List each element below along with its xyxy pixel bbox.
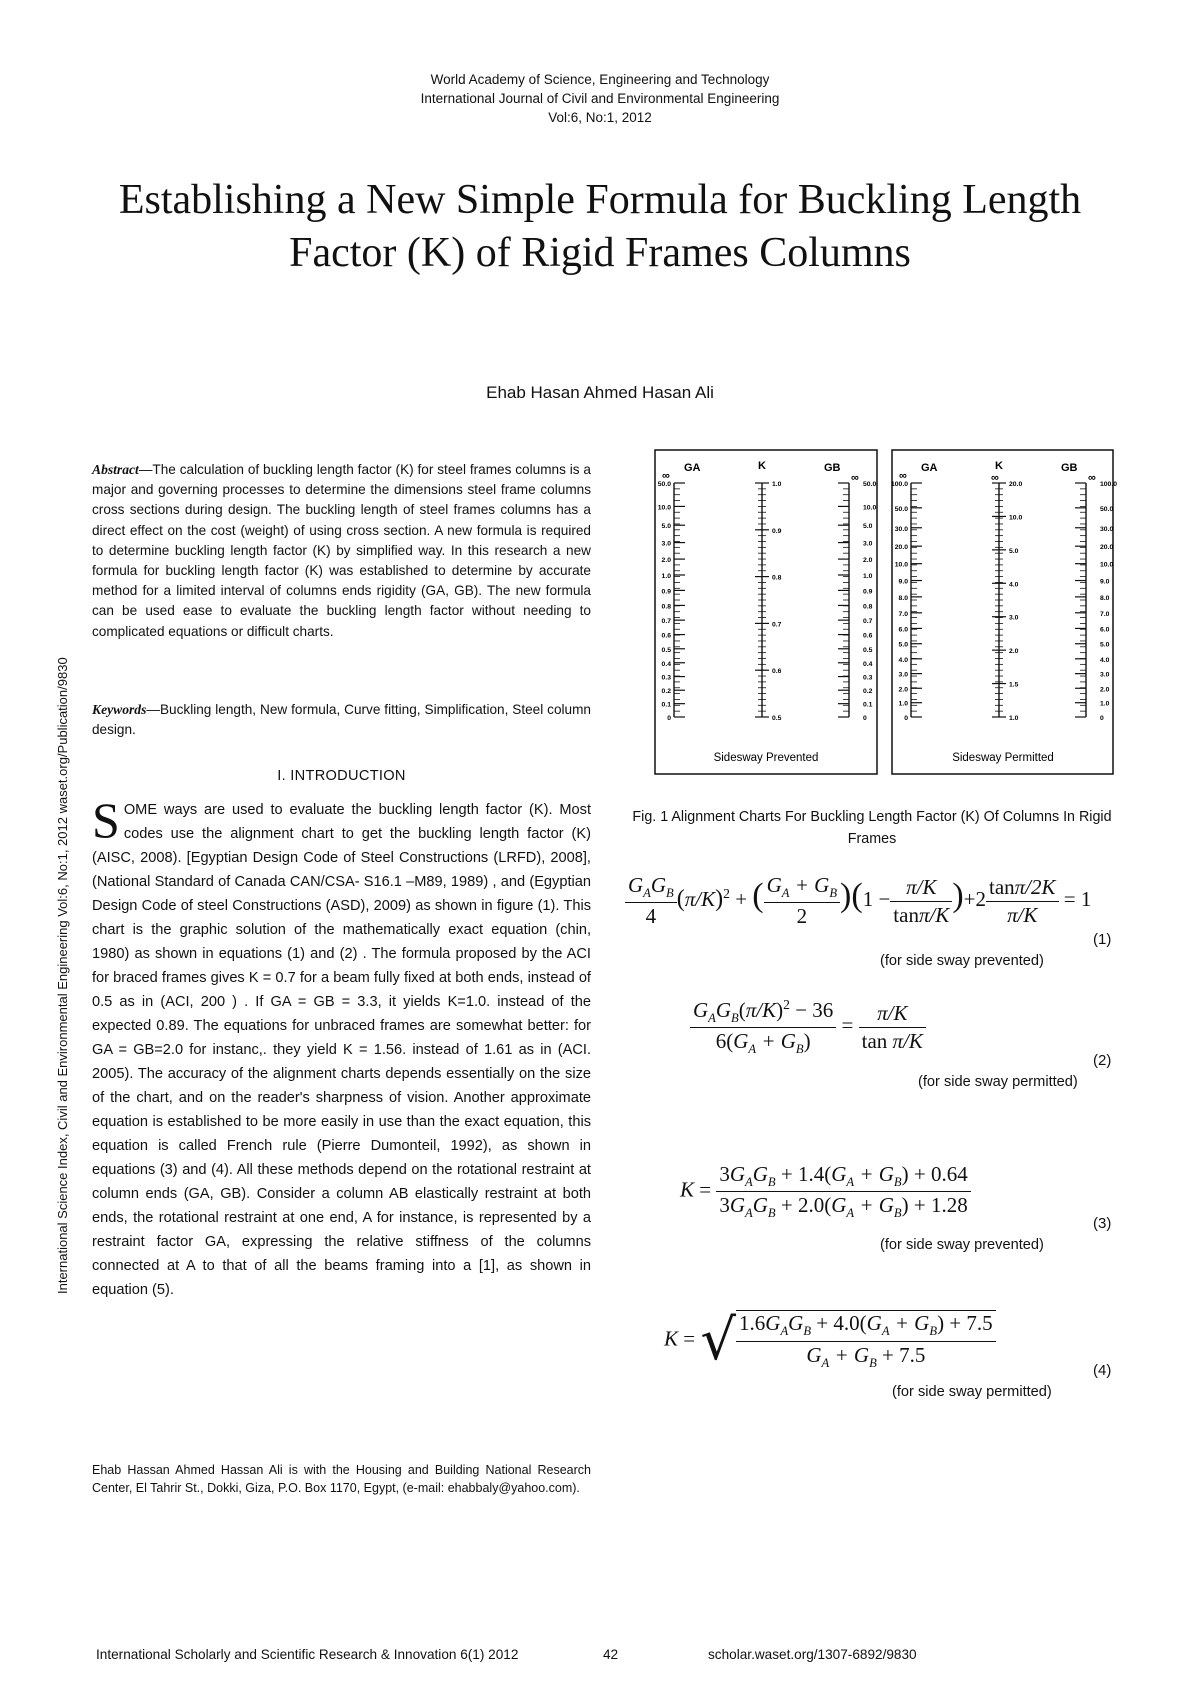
chartL-gb-tick-label: 3.0	[863, 540, 873, 548]
chartL-ga-tick-label: 0.8	[661, 603, 671, 611]
chartL-gb-tick-label: 10.0	[863, 504, 877, 512]
equation-2-condition: (for side sway permitted)	[918, 1074, 1078, 1090]
equation-4-condition: (for side sway permitted)	[892, 1384, 1052, 1400]
chartR-gb-tick-label: 1.0	[1100, 700, 1110, 708]
chartL-ga-tick-label: 0.7	[661, 618, 671, 626]
chartR-ga-tick-label: 10.0	[894, 561, 908, 569]
abstract-label: Abstract	[92, 462, 139, 477]
abstract-text: —The calculation of buckling length factor (K) for steel frames columns is a major and governing processes to determine the dimensions steel frame columns cross sections during design. The buckling length of steel frames columns has a direct effect on the cost (weight) of using cross section. A new formula is required to determine buckling length factor (K) by simplified way. In this research a new formula for buckling length factor (K) was established to determine by accurate method for a limited interval of columns ends rigidity (GA, GB). The new formula can be used ease to evaluate the buckling length factor without needing to complicated equations or difficult charts.	[92, 462, 591, 639]
paper-title: Establishing a New Simple Formula for Buckling Length Factor (K) of Rigid Frames Columns	[118, 177, 1082, 276]
chartR-ga-tick-label: 3.0	[898, 671, 908, 679]
chartL-ga-tick-label: 5.0	[661, 523, 671, 531]
equation-1-number: (1)	[1093, 931, 1112, 948]
equation-3-condition: (for side sway prevented)	[880, 1237, 1044, 1253]
chartR-ga-tick-label: 5.0	[898, 641, 908, 649]
chartR-gb-tick-label: 7.0	[1100, 610, 1110, 618]
chartL-gb-tick-label: 5.0	[863, 523, 873, 531]
chartR-ga-tick-label: 6.0	[898, 626, 908, 634]
chartR-k-tick-label: 1.5	[1009, 681, 1019, 689]
chartR-gb-tick-label: 6.0	[1100, 626, 1110, 634]
chartL-ga-tick-label: 50.0	[657, 481, 671, 488]
chartL-ga-inf: ∞	[662, 470, 670, 482]
chartL-k-tick-label: 0.8	[772, 574, 782, 582]
keywords	[92, 700, 591, 740]
page-number: 42	[603, 1647, 619, 1662]
chartR-ga-tick-label: 50.0	[894, 505, 908, 513]
chartL-gb-tick-label: 0.2	[863, 688, 873, 696]
chartL-ga-label: GA	[684, 462, 701, 474]
chartR-ga-tick-label: 100.0	[890, 481, 908, 488]
chartR-gb-tick-label: 0	[1100, 715, 1104, 722]
chartR-ga-tick-label: 4.0	[898, 656, 908, 664]
figure-caption: Fig. 1 Alignment Charts For Buckling Length Factor (K) Of Columns In Rigid Frames	[632, 809, 1112, 847]
chartL-ga-tick-label: 1.0	[661, 572, 671, 580]
chartR-ga-tick-label: 30.0	[894, 525, 908, 533]
chartL-ga-tick-label: 0.6	[661, 632, 671, 640]
chartR-ga-tick-label: 0	[904, 715, 908, 722]
chartR-gb-tick-label: 20.0	[1100, 544, 1114, 552]
chartL-gb-tick-label: 0.5	[863, 646, 873, 654]
chartL-gb-tick-label: 0.7	[863, 618, 873, 626]
chartR-k-tick-label: 3.0	[1009, 614, 1019, 622]
author-name: Ehab Hasan Ahmed Hasan Ali	[486, 383, 714, 402]
chartL-k-tick-label: 0.5	[772, 715, 782, 722]
chartR-k-tick-label: 2.0	[1009, 648, 1019, 656]
chartL-ga-tick-label: 0.1	[661, 701, 671, 709]
equation-4-number: (4)	[1093, 1362, 1112, 1379]
chartL-k-tick-label: 0.6	[772, 668, 782, 676]
chartR-k-label: K	[995, 460, 1003, 472]
chartL-ga-tick-label: 10.0	[657, 504, 671, 512]
chartR-gb-tick-label: 8.0	[1100, 594, 1110, 602]
alignment-charts-figure	[654, 449, 1118, 777]
equation-2: $\frac{G_AG_B(\pi/K)^2 - 36}{6(G_A + G_B)}$ = $\frac{\pi/K}{\text{tan π/K}}$	[690, 997, 926, 1057]
chartR-ga-tick-label: 8.0	[898, 594, 908, 602]
chartR-k-tick-label: 4.0	[1009, 581, 1019, 589]
chartL-k-tick-label: 0.9	[772, 527, 782, 535]
chartR-gb-tick-label: 2.0	[1100, 686, 1110, 694]
chartL-ga-tick-label: 2.0	[661, 557, 671, 565]
chartR-gb-tick-label: 5.0	[1100, 641, 1110, 649]
chartR-k-tick-label: 10.0	[1009, 514, 1023, 522]
equation-1-condition: (for side sway prevented)	[880, 953, 1044, 969]
chartR-gb-tick-label: 100.0	[1100, 481, 1118, 488]
chartR-ga-label: GA	[921, 462, 938, 474]
chartR-gb-label: GB	[1061, 462, 1078, 474]
chartL-gb-label: GB	[824, 462, 841, 474]
chart-title-permitted: Sidesway Permitted	[952, 752, 1054, 764]
equation-4: K = √ $\frac{1.6G_AG_B + 4.0(G_A + G_B) + 7.5}{G_A + G_B + 7.5}$	[664, 1308, 996, 1373]
chartR-k-tick-label: 20.0	[1009, 481, 1023, 488]
chartR-k-inf: ∞	[991, 472, 999, 484]
section-heading: I. INTRODUCTION	[277, 768, 406, 784]
chartR-gb-tick-label: 50.0	[1100, 505, 1114, 513]
chartL-gb-tick-label: 0.1	[863, 701, 873, 709]
equation-3-number: (3)	[1093, 1215, 1112, 1232]
chartR-ga-tick-label: 1.0	[898, 700, 908, 708]
chartL-gb-tick-label: 50.0	[863, 481, 877, 488]
chart-sidesway-permitted	[891, 460, 1117, 722]
chartL-gb-tick-label: 0.8	[863, 603, 873, 611]
chartR-k-tick-label: 5.0	[1009, 547, 1019, 555]
chartL-ga-tick-label: 0.4	[661, 660, 671, 668]
header-line-3: Vol:6, No:1, 2012	[548, 110, 652, 125]
equation-1: $\frac{G_AG_B}{4}$ $(\pi/K)^2$ + ( $\frac{G_A + G_B}{2}$ )(1 − $\frac{\pi/K}{\tan\pi/K}$ )+2 $\frac{\tan\pi/2K}{\pi/K}$ = 1	[625, 873, 1091, 929]
chartL-k-tick-label: 1.0	[772, 481, 782, 488]
chartL-ga-tick-label: 3.0	[661, 540, 671, 548]
chartL-gb-tick-label: 2.0	[863, 557, 873, 565]
header-line-1: World Academy of Science, Engineering and Technology	[430, 72, 770, 87]
chartL-gb-tick-label: 0	[863, 715, 867, 722]
chartR-gb-tick-label: 10.0	[1100, 561, 1114, 569]
footer-right: scholar.waset.org/1307-6892/9830	[708, 1647, 917, 1662]
chartR-gb-tick-label: 9.0	[1100, 578, 1110, 586]
chartL-ga-tick-label: 0.2	[661, 688, 671, 696]
chartL-gb-tick-label: 0.4	[863, 660, 873, 668]
chart-title-prevented: Sidesway Prevented	[713, 752, 819, 764]
chartR-gb-tick-label: 4.0	[1100, 656, 1110, 664]
chartR-ga-tick-label: 7.0	[898, 610, 908, 618]
header-line-2: International Journal of Civil and Environmental Engineering	[420, 91, 780, 106]
abstract	[92, 460, 591, 642]
intro-body: OME ways are used to evaluate the buckling length factor (K). Most codes use the alignment chart to get the buckling length factor (K) (AISC, 2008). [Egyptian Design Code of Steel Constructions (LRFD), 2008], (National Standard of Canada CAN/CSA- S16.1 –M89, 1989) , and (Egyptian Design Code of steel Constructions (ASD), 2009) as shown in figure (1). This chart is the graphic solution of the mathematically exact equation (chin, 1980) as shown in equations (1) and (2) . The formula proposed by the ACI for braced frames gives K = 0.7 for a beam fully fixed at both ends, instead of 0.5 as in (ACI, 200 ) . If GA = GB = 3.3, it yields K=1.0. instead of the expected 0.89. The equations for unbraced frames are somewhat better: for GA = GB=2.0 for instanc,. they yield K = 1.56. instead of 1.61 as in (ACI. 2005). The accuracy of the alignment charts depends essentially on the size of the chart, and on the reader's sharpness of vision. Another approximate equation is established to be more easily in use than the exact equation, this equation is called French rule (Pierre Dumonteil, 1992), as shown in equations (3) and (4). All these methods depend on the rotational restraint at column ends (GA, GB). Consider a column AB elastically restraint at both ends, the rotational restraint at one end, A for instance, is represented by a restraint factor GA, expressing the relative stiffness of the columns connected at A to that of all the beams framing into a [1], as shown in equation (5).	[92, 802, 591, 1298]
chartR-gb-inf: ∞	[1088, 472, 1096, 484]
introduction-text	[92, 792, 591, 1302]
chartL-gb-tick-label: 0.3	[863, 674, 873, 682]
chartL-gb-tick-label: 1.0	[863, 572, 873, 580]
chartR-gb-tick-label: 30.0	[1100, 525, 1114, 533]
side-index-label: International Science Index, Civil and Environmental Engineering Vol:6, No:1, 2012 waset.org/Publication/9830	[55, 657, 70, 1294]
chartR-ga-inf: ∞	[899, 470, 907, 482]
equation-2-number: (2)	[1093, 1052, 1112, 1069]
journal-header	[0, 70, 1200, 127]
chartL-k-label: K	[758, 460, 766, 472]
chartL-k-tick-label: 0.7	[772, 621, 782, 629]
chartL-gb-inf: ∞	[851, 472, 859, 484]
chartR-ga-tick-label: 9.0	[898, 578, 908, 586]
drop-cap: S	[92, 792, 120, 848]
chartL-gb-tick-label: 0.9	[863, 588, 873, 596]
author-footnote: Ehab Hassan Ahmed Hassan Ali is with the Housing and Building National Research Center, El Tahrir St., Dokki, Giza, P.O. Box 1170, Egypt, (e-mail: ehabbaly@yahoo.com).	[92, 1463, 591, 1495]
chart-sidesway-prevented	[658, 460, 877, 722]
chartL-gb-tick-label: 0.6	[863, 632, 873, 640]
chartL-ga-tick-label: 0.9	[661, 588, 671, 596]
chartR-gb-tick-label: 3.0	[1100, 671, 1110, 679]
chartL-ga-tick-label: 0	[667, 715, 671, 722]
chartR-k-tick-label: 1.0	[1009, 715, 1019, 722]
chartL-ga-tick-label: 0.3	[661, 674, 671, 682]
equation-3: K = $\frac{3G_AG_B + 1.4(G_A + G_B) + 0.64}{3G_AG_B + 2.0(G_A + G_B) + 1.28}$	[680, 1162, 971, 1221]
footer-left: International Scholarly and Scientific Research & Innovation 6(1) 2012	[96, 1647, 519, 1662]
chartR-ga-tick-label: 2.0	[898, 686, 908, 694]
chartR-ga-tick-label: 20.0	[894, 544, 908, 552]
keywords-label: Keywords	[92, 702, 147, 717]
keywords-text: —Buckling length, New formula, Curve fitting, Simplification, Steel column design.	[92, 702, 591, 738]
chartL-ga-tick-label: 0.5	[661, 646, 671, 654]
